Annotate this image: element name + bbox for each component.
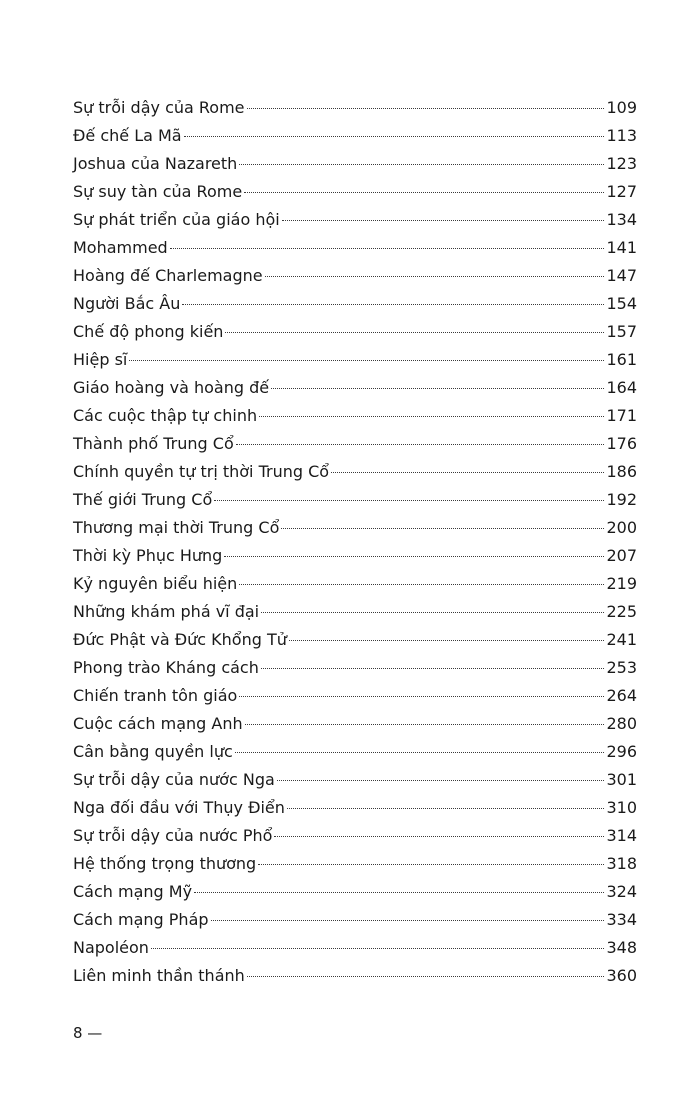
toc-entry bbox=[73, 514, 637, 542]
toc-entry-page: 310 bbox=[606, 798, 637, 817]
toc-entry-title: Hiệp sĩ bbox=[73, 350, 128, 369]
toc-entry-title: Giáo hoàng và hoàng đế bbox=[73, 378, 270, 397]
toc-entry-page: 127 bbox=[606, 182, 637, 201]
toc-dot-leader bbox=[289, 640, 605, 641]
toc-entry-title: Sự trỗi dậy của nước Nga bbox=[73, 770, 275, 789]
toc-dot-leader bbox=[258, 864, 604, 865]
toc-dot-leader bbox=[261, 668, 605, 669]
toc-dot-leader bbox=[261, 612, 604, 613]
toc-dot-leader bbox=[211, 920, 605, 921]
toc-dot-leader bbox=[331, 472, 604, 473]
toc-entry-page: 348 bbox=[606, 938, 637, 957]
toc-entry-title: Cách mạng Mỹ bbox=[73, 882, 193, 901]
toc-entry-page: 164 bbox=[606, 378, 637, 397]
toc-dot-leader bbox=[287, 808, 605, 809]
toc-dot-leader bbox=[129, 360, 604, 361]
toc-entry bbox=[73, 262, 637, 290]
toc-entry bbox=[73, 318, 637, 346]
toc-entry-page: 113 bbox=[606, 126, 637, 145]
toc-entry-title: Chiến tranh tôn giáo bbox=[73, 686, 238, 705]
toc-entry-page: 301 bbox=[606, 770, 637, 789]
toc-dot-leader bbox=[184, 136, 605, 137]
toc-entry-title: Thời kỳ Phục Hưng bbox=[73, 546, 223, 565]
toc-entry-page: 134 bbox=[606, 210, 637, 229]
toc-entry-page: 186 bbox=[606, 462, 637, 481]
toc-entry bbox=[73, 654, 637, 682]
toc-entry bbox=[73, 710, 637, 738]
toc-dot-leader bbox=[274, 836, 604, 837]
toc-dot-leader bbox=[259, 416, 604, 417]
toc-entry bbox=[73, 206, 637, 234]
toc-entry bbox=[73, 346, 637, 374]
toc-entry-page: 123 bbox=[606, 154, 637, 173]
toc-entry-page: 324 bbox=[606, 882, 637, 901]
toc-entry bbox=[73, 906, 637, 934]
toc-dot-leader bbox=[182, 304, 604, 305]
toc-dot-leader bbox=[225, 332, 604, 333]
toc-entry-title: Phong trào Kháng cách bbox=[73, 658, 259, 677]
toc-dot-leader bbox=[277, 780, 605, 781]
toc-entry-page: 360 bbox=[606, 966, 637, 985]
toc-entry-page: 264 bbox=[606, 686, 637, 705]
toc-entry-page: 225 bbox=[606, 602, 637, 621]
toc-entry bbox=[73, 626, 637, 654]
toc-entry-title: Người Bắc Âu bbox=[73, 294, 181, 313]
toc-dot-leader bbox=[236, 444, 605, 445]
toc-entry-title: Sự trỗi dậy của nước Phổ bbox=[73, 826, 273, 845]
toc-dot-leader bbox=[247, 108, 605, 109]
toc-entry-title: Cân bằng quyền lực bbox=[73, 742, 233, 761]
toc-entry bbox=[73, 766, 637, 794]
toc-dot-leader bbox=[265, 276, 605, 277]
toc-entry-page: 192 bbox=[606, 490, 637, 509]
toc-list bbox=[73, 94, 637, 990]
toc-entry bbox=[73, 878, 637, 906]
toc-entry-page: 200 bbox=[606, 518, 637, 537]
toc-dot-leader bbox=[239, 584, 604, 585]
toc-entry-title: Thế giới Trung Cổ bbox=[73, 490, 213, 509]
toc-entry-page: 154 bbox=[606, 294, 637, 313]
toc-entry-title: Mohammed bbox=[73, 238, 168, 257]
toc-entry bbox=[73, 374, 637, 402]
toc-dot-leader bbox=[151, 948, 605, 949]
toc-entry-page: 176 bbox=[606, 434, 637, 453]
toc-entry bbox=[73, 570, 637, 598]
toc-dot-leader bbox=[194, 892, 604, 893]
toc-entry bbox=[73, 234, 637, 262]
toc-entry-title: Các cuộc thập tự chinh bbox=[73, 406, 258, 425]
toc-entry-page: 161 bbox=[606, 350, 637, 369]
toc-dot-leader bbox=[244, 192, 604, 193]
toc-entry-title: Chính quyền tự trị thời Trung Cổ bbox=[73, 462, 330, 481]
toc-entry-page: 241 bbox=[606, 630, 637, 649]
toc-entry bbox=[73, 150, 637, 178]
toc-entry-title: Hoàng đế Charlemagne bbox=[73, 266, 263, 285]
toc-entry bbox=[73, 542, 637, 570]
toc-entry-title: Chế độ phong kiến bbox=[73, 322, 224, 341]
toc-entry-title: Nga đối đầu với Thụy Điển bbox=[73, 798, 285, 817]
toc-entry bbox=[73, 850, 637, 878]
toc-entry bbox=[73, 598, 637, 626]
toc-entry-title: Đức Phật và Đức Khổng Tử bbox=[73, 630, 287, 649]
toc-entry bbox=[73, 486, 637, 514]
toc-entry-title: Thành phố Trung Cổ bbox=[73, 434, 234, 453]
toc-entry bbox=[73, 458, 637, 486]
toc-entry bbox=[73, 738, 637, 766]
toc-entry bbox=[73, 290, 637, 318]
table-of-contents bbox=[73, 94, 637, 990]
toc-dot-leader bbox=[239, 696, 604, 697]
toc-entry-page: 109 bbox=[606, 98, 637, 117]
toc-dot-leader bbox=[282, 220, 605, 221]
toc-dot-leader bbox=[235, 752, 605, 753]
toc-entry-title: Liên minh thần thánh bbox=[73, 966, 245, 985]
toc-entry-title: Đế chế La Mã bbox=[73, 126, 182, 145]
toc-entry-page: 219 bbox=[606, 574, 637, 593]
toc-dot-leader bbox=[271, 388, 604, 389]
toc-entry bbox=[73, 822, 637, 850]
toc-dot-leader bbox=[281, 528, 604, 529]
toc-dot-leader bbox=[214, 500, 604, 501]
toc-entry bbox=[73, 122, 637, 150]
toc-dot-leader bbox=[245, 724, 605, 725]
toc-entry-page: 253 bbox=[606, 658, 637, 677]
toc-entry-page: 171 bbox=[606, 406, 637, 425]
toc-entry-page: 318 bbox=[606, 854, 637, 873]
toc-entry-title: Cuộc cách mạng Anh bbox=[73, 714, 243, 733]
toc-entry-title: Joshua của Nazareth bbox=[73, 154, 238, 173]
toc-entry-page: 280 bbox=[606, 714, 637, 733]
toc-dot-leader bbox=[170, 248, 605, 249]
toc-entry-title: Những khám phá vĩ đại bbox=[73, 602, 260, 621]
toc-entry-page: 314 bbox=[606, 826, 637, 845]
toc-entry-title: Cách mạng Pháp bbox=[73, 910, 209, 929]
toc-entry bbox=[73, 934, 637, 962]
toc-entry bbox=[73, 178, 637, 206]
toc-entry-page: 207 bbox=[606, 546, 637, 565]
toc-entry-page: 334 bbox=[606, 910, 637, 929]
toc-entry bbox=[73, 430, 637, 458]
toc-dot-leader bbox=[239, 164, 604, 165]
toc-entry bbox=[73, 402, 637, 430]
toc-entry bbox=[73, 682, 637, 710]
toc-entry bbox=[73, 794, 637, 822]
toc-entry-page: 147 bbox=[606, 266, 637, 285]
toc-entry-title: Hệ thống trọng thương bbox=[73, 854, 257, 873]
toc-entry-page: 296 bbox=[606, 742, 637, 761]
toc-entry-title: Sự phát triển của giáo hội bbox=[73, 210, 280, 229]
page-number: 8 — bbox=[73, 1024, 103, 1042]
toc-entry-title: Napoléon bbox=[73, 938, 149, 957]
toc-entry-title: Kỷ nguyên biểu hiện bbox=[73, 574, 238, 593]
toc-entry bbox=[73, 94, 637, 122]
toc-entry bbox=[73, 962, 637, 990]
toc-dot-leader bbox=[247, 976, 605, 977]
toc-entry-title: Thương mại thời Trung Cổ bbox=[73, 518, 280, 537]
toc-entry-page: 141 bbox=[606, 238, 637, 257]
toc-entry-page: 157 bbox=[606, 322, 637, 341]
toc-entry-title: Sự trỗi dậy của Rome bbox=[73, 98, 245, 117]
toc-entry-title: Sự suy tàn của Rome bbox=[73, 182, 243, 201]
toc-dot-leader bbox=[224, 556, 604, 557]
